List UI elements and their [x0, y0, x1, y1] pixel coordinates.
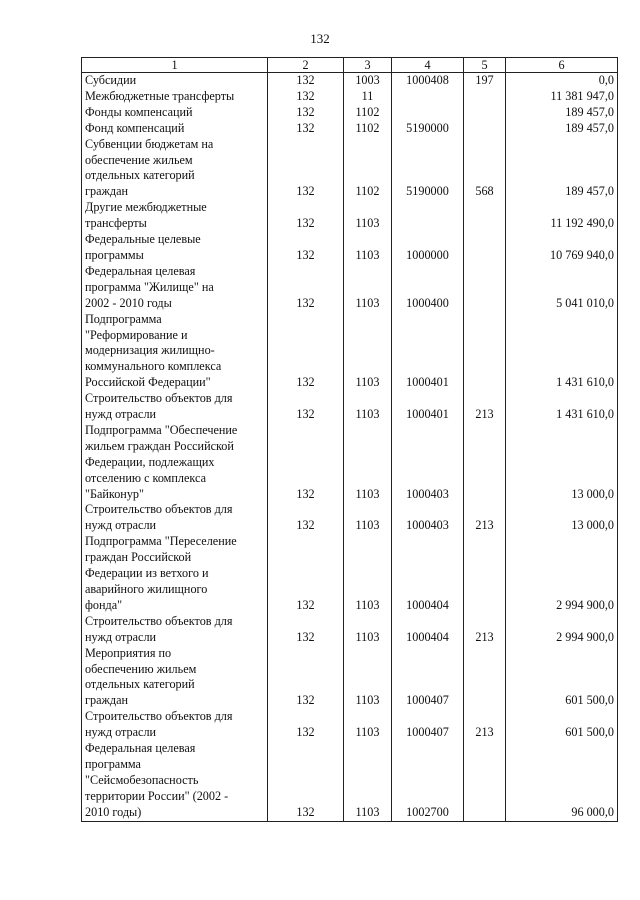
column-header-5: 5 — [464, 58, 506, 73]
row-name-line: отдельных категорий — [85, 677, 195, 692]
amount: 11 381 947,0 — [506, 89, 618, 105]
table-row — [82, 614, 618, 646]
row-name — [82, 502, 268, 534]
target-article-code — [392, 200, 464, 232]
ministry-code: 132 — [268, 232, 344, 264]
amount: 5 041 010,0 — [506, 264, 618, 312]
section-code: 1103 — [344, 741, 392, 821]
column-header-1: 1 — [82, 58, 268, 73]
ministry-code: 132 — [268, 137, 344, 201]
table-row — [82, 534, 618, 614]
amount: 10 769 940,0 — [506, 232, 618, 264]
row-name — [82, 232, 268, 264]
ministry-code: 132 — [268, 312, 344, 392]
expense-type-code — [464, 312, 506, 392]
row-name-line: обеспечение жильем — [85, 152, 193, 167]
table-row — [82, 89, 618, 105]
target-article-code: 1000404 — [392, 614, 464, 646]
page-number: 132 — [310, 31, 330, 46]
amount: 0,0 — [506, 73, 618, 89]
section-code: 1103 — [344, 502, 392, 534]
expense-type-code — [464, 200, 506, 232]
row-name-line: 2002 - 2010 годы — [85, 295, 172, 310]
ministry-code: 132 — [268, 264, 344, 312]
ministry-code: 132 — [268, 614, 344, 646]
row-name-line: отдельных категорий — [85, 168, 195, 183]
section-code: 1103 — [344, 614, 392, 646]
section-code: 1103 — [344, 534, 392, 614]
ministry-code: 132 — [268, 89, 344, 105]
row-name-line: трансферты — [85, 216, 147, 231]
table-row — [82, 121, 618, 137]
row-name-line: нужд отрасли — [85, 518, 157, 533]
row-name-line: Субсидии — [85, 73, 137, 87]
amount: 1 431 610,0 — [506, 391, 618, 423]
row-name-line: Федеральная целевая — [85, 741, 196, 756]
target-article-code: 1000401 — [392, 391, 464, 423]
section-code: 1003 — [344, 73, 392, 89]
amount: 601 500,0 — [506, 646, 618, 710]
amount: 189 457,0 — [506, 121, 618, 137]
row-name — [82, 741, 268, 821]
row-name — [82, 89, 268, 105]
table-row — [82, 741, 618, 821]
row-name-line: граждан — [85, 693, 129, 708]
row-name-line: нужд отрасли — [85, 629, 157, 644]
row-name-line: "Реформирование и — [85, 327, 188, 342]
amount: 96 000,0 — [506, 741, 618, 821]
row-name-line: граждан — [85, 184, 129, 199]
amount: 601 500,0 — [506, 709, 618, 741]
row-name-line: "Байконур" — [85, 486, 144, 501]
row-name-line: нужд отрасли — [85, 407, 157, 422]
row-name — [82, 534, 268, 614]
section-code: 1102 — [344, 137, 392, 201]
ministry-code: 132 — [268, 391, 344, 423]
expense-type-code: 568 — [464, 137, 506, 201]
amount: 189 457,0 — [506, 137, 618, 201]
row-name-line: жильем граждан Российской — [85, 438, 234, 453]
row-name-line: Субвенции бюджетам на — [85, 136, 214, 151]
expense-type-code — [464, 741, 506, 821]
row-name-line: Строительство объектов для — [85, 709, 233, 724]
target-article-code — [392, 89, 464, 105]
table-row — [82, 137, 618, 201]
target-article-code: 1000403 — [392, 423, 464, 503]
table-body — [82, 73, 618, 822]
ministry-code: 132 — [268, 423, 344, 503]
target-article-code: 1000401 — [392, 312, 464, 392]
row-name-line: Федеральная целевая — [85, 263, 196, 278]
row-name-line: Федерации, подлежащих — [85, 454, 215, 469]
expense-type-code — [464, 232, 506, 264]
ministry-code: 132 — [268, 646, 344, 710]
table-row — [82, 105, 618, 121]
target-article-code: 1000404 — [392, 534, 464, 614]
table-row — [82, 200, 618, 232]
ministry-code: 132 — [268, 121, 344, 137]
expense-type-code — [464, 646, 506, 710]
row-name-line: Фонд компенсаций — [85, 120, 185, 135]
ministry-code: 132 — [268, 105, 344, 121]
table-row — [82, 391, 618, 423]
expense-type-code: 213 — [464, 502, 506, 534]
row-name — [82, 200, 268, 232]
ministry-code: 132 — [268, 534, 344, 614]
amount: 2 994 900,0 — [506, 614, 618, 646]
column-header-2: 2 — [268, 58, 344, 73]
row-name-line: Строительство объектов для — [85, 502, 233, 517]
row-name — [82, 646, 268, 710]
ministry-code: 132 — [268, 709, 344, 741]
expense-type-code — [464, 423, 506, 503]
amount: 189 457,0 — [506, 105, 618, 121]
row-name-line: Российской Федерации" — [85, 375, 211, 390]
row-name-line: программы — [85, 247, 144, 262]
row-name-line: Фонды компенсаций — [85, 104, 193, 119]
target-article-code: 5190000 — [392, 137, 464, 201]
amount: 13 000,0 — [506, 502, 618, 534]
row-name-line: Мероприятия по — [85, 645, 172, 660]
section-code: 1102 — [344, 105, 392, 121]
row-name-line: Федерации из ветхого и — [85, 566, 209, 581]
row-name-line: территории России" (2002 - — [85, 788, 229, 803]
row-name — [82, 73, 268, 89]
target-article-code: 1000400 — [392, 264, 464, 312]
row-name-line: Подпрограмма "Обеспечение — [85, 422, 238, 437]
row-name — [82, 614, 268, 646]
row-name-line: отселению с комплекса — [85, 470, 206, 485]
expense-type-code — [464, 121, 506, 137]
row-name-line: обеспечению жильем — [85, 661, 197, 676]
row-name-line: Строительство объектов для — [85, 391, 233, 406]
target-article-code: 1000000 — [392, 232, 464, 264]
ministry-code: 132 — [268, 741, 344, 821]
ministry-code: 132 — [268, 73, 344, 89]
target-article-code — [392, 105, 464, 121]
amount: 2 994 900,0 — [506, 534, 618, 614]
table-header-row — [82, 58, 618, 73]
row-name-line: коммунального комплекса — [85, 359, 222, 374]
table-row — [82, 312, 618, 392]
row-name — [82, 709, 268, 741]
row-name-line: программа — [85, 756, 141, 771]
table-row — [82, 73, 618, 89]
target-article-code: 1000407 — [392, 646, 464, 710]
target-article-code: 5190000 — [392, 121, 464, 137]
target-article-code: 1000407 — [392, 709, 464, 741]
table-row — [82, 709, 618, 741]
row-name-line: Другие межбюджетные — [85, 200, 207, 215]
expense-type-code — [464, 534, 506, 614]
row-name-line: 2010 годы) — [85, 804, 142, 819]
row-name-line: Подпрограмма "Переселение — [85, 534, 237, 549]
expense-type-code — [464, 264, 506, 312]
column-header-6: 6 — [506, 58, 618, 73]
row-name — [82, 105, 268, 121]
row-name-line: Межбюджетные трансферты — [85, 88, 235, 103]
section-code: 11 — [344, 89, 392, 105]
section-code: 1103 — [344, 232, 392, 264]
section-code: 1103 — [344, 391, 392, 423]
row-name — [82, 264, 268, 312]
amount: 11 192 490,0 — [506, 200, 618, 232]
row-name-line: Подпрограмма — [85, 311, 162, 326]
expense-type-code: 197 — [464, 73, 506, 89]
row-name-line: фонда" — [85, 597, 123, 612]
amount: 1 431 610,0 — [506, 312, 618, 392]
expense-type-code: 213 — [464, 614, 506, 646]
section-code: 1103 — [344, 423, 392, 503]
expense-type-code: 213 — [464, 391, 506, 423]
section-code: 1103 — [344, 709, 392, 741]
expense-type-code — [464, 105, 506, 121]
row-name — [82, 423, 268, 503]
row-name-line: нужд отрасли — [85, 725, 157, 740]
row-name — [82, 121, 268, 137]
table-row — [82, 423, 618, 503]
section-code: 1102 — [344, 121, 392, 137]
row-name — [82, 391, 268, 423]
column-header-4: 4 — [392, 58, 464, 73]
row-name-line: Федеральные целевые — [85, 232, 201, 247]
section-code: 1103 — [344, 312, 392, 392]
target-article-code: 1000408 — [392, 73, 464, 89]
section-code: 1103 — [344, 264, 392, 312]
table-row — [82, 646, 618, 710]
row-name-line: программа "Жилище" на — [85, 279, 214, 294]
row-name-line: "Сейсмобезопасность — [85, 772, 199, 787]
table-row — [82, 232, 618, 264]
row-name-line: граждан Российской — [85, 550, 192, 565]
expense-type-code — [464, 89, 506, 105]
budget-table — [81, 57, 618, 822]
ministry-code: 132 — [268, 200, 344, 232]
row-name — [82, 312, 268, 392]
column-header-3: 3 — [344, 58, 392, 73]
section-code: 1103 — [344, 646, 392, 710]
row-name-line: модернизация жилищно- — [85, 343, 215, 358]
row-name — [82, 137, 268, 201]
amount: 13 000,0 — [506, 423, 618, 503]
target-article-code: 1000403 — [392, 502, 464, 534]
table-row — [82, 502, 618, 534]
row-name-line: Строительство объектов для — [85, 613, 233, 628]
expense-type-code: 213 — [464, 709, 506, 741]
row-name-line: аварийного жилищного — [85, 582, 208, 596]
ministry-code: 132 — [268, 502, 344, 534]
target-article-code: 1002700 — [392, 741, 464, 821]
table-row — [82, 264, 618, 312]
section-code: 1103 — [344, 200, 392, 232]
